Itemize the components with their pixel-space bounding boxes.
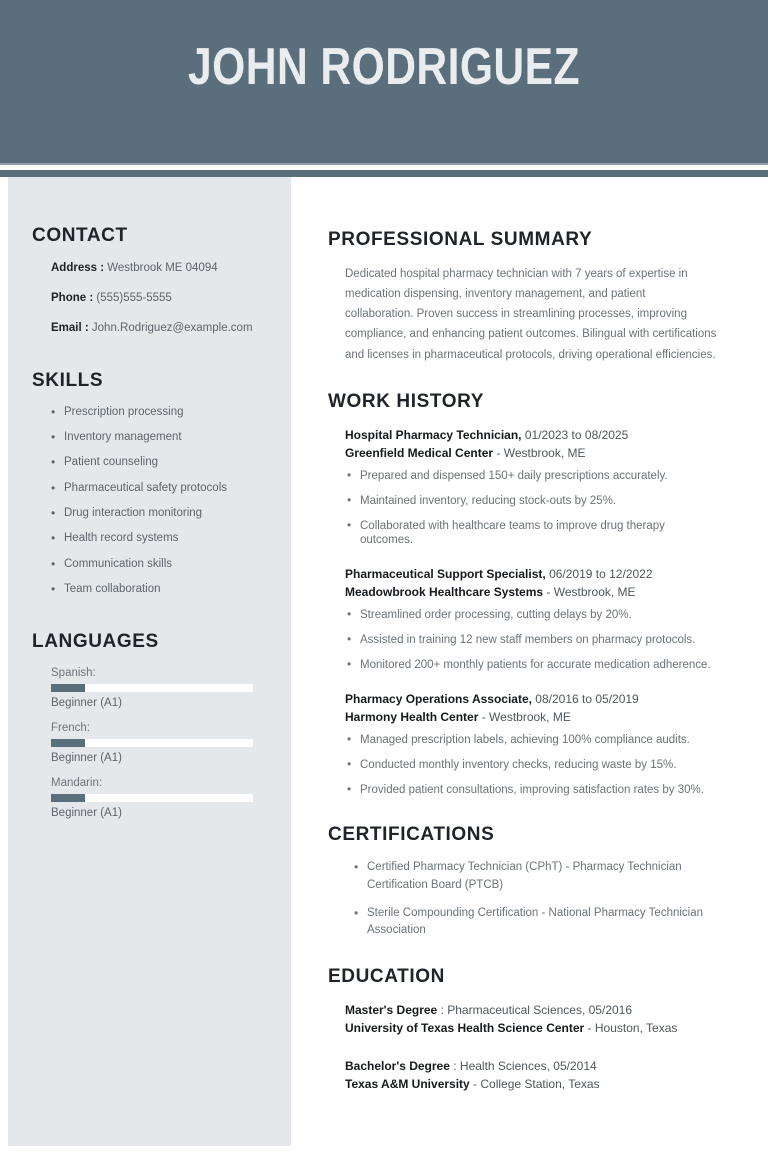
job-location: - Westbrook, ME: [543, 585, 636, 600]
language-item: [51, 777, 277, 819]
job-title-line: [345, 565, 720, 583]
job-title-line: [345, 426, 720, 444]
job-bullet-list: [345, 608, 720, 673]
job-company-line: [345, 708, 720, 726]
contact-item-value: Westbrook ME 04094: [104, 262, 218, 274]
job-bullet-item: • Collaborated with healthcare teams to improve drug therapy outcomes.: [345, 519, 720, 549]
job-title: Pharmacy Operations Associate,: [345, 692, 532, 707]
sidebar: [8, 177, 291, 1146]
job-bullet-item: • Maintained inventory, reducing stock-outs by 25%.: [345, 494, 720, 509]
language-level: Beginner (A1): [51, 751, 122, 764]
contact-heading: CONTACT: [32, 225, 128, 246]
job-entry: [345, 690, 720, 798]
contact-list: [32, 261, 277, 336]
job-title: Hospital Pharmacy Technician,: [345, 427, 522, 442]
work-history-heading: WORK HISTORY: [328, 390, 485, 412]
language-name: French:: [51, 721, 90, 734]
job-entry: [345, 426, 720, 549]
main-content: [291, 190, 768, 1152]
job-bullet-list: [345, 469, 720, 549]
job-bullet-item: • Streamlined order processing, cutting delays by 20%.: [345, 608, 720, 623]
skill-item: • Inventory management: [51, 431, 277, 445]
summary-heading: PROFESSIONAL SUMMARY: [328, 229, 593, 250]
job-location: - Westbrook, ME: [478, 710, 571, 725]
header-divider-band: [0, 170, 768, 177]
work-history-section: [328, 391, 720, 798]
contact-item-label: Phone :: [51, 291, 94, 304]
skills-list: [51, 406, 277, 597]
skill-item: • Team collaboration: [51, 583, 277, 597]
skill-item: • Prescription processing: [51, 406, 277, 420]
certifications-section: [328, 824, 720, 940]
job-bullet-item: • Managed prescription labels, achieving 100% compliance audits.: [345, 733, 720, 748]
skill-item: • Communication skills: [51, 558, 277, 572]
job-dates: 08/2016 to 05/2019: [531, 692, 639, 707]
language-proficiency-bar: [51, 794, 253, 802]
certification-item: • Sterile Compounding Certification - National Pharmacy Technician Association: [352, 905, 732, 941]
job-title: Pharmaceutical Support Specialist,: [345, 567, 546, 582]
certifications-heading: CERTIFICATIONS: [328, 824, 495, 845]
language-level: Beginner (A1): [51, 696, 122, 709]
contact-item-value: John.Rodriguez@example.com: [88, 321, 253, 334]
language-proficiency-fill: [51, 739, 85, 747]
education-field: : Health Sciences, 05/2014: [449, 1059, 597, 1074]
education-heading: EDUCATION: [328, 966, 445, 988]
job-bullet-item: • Monitored 200+ monthly patients for accurate medication adherence.: [345, 658, 720, 673]
language-proficiency-bar: [51, 684, 253, 692]
education-location: - College Station, Texas: [469, 1077, 600, 1092]
job-company: Greenfield Medical Center: [345, 445, 494, 460]
contact-item-label: Address :: [51, 262, 105, 274]
languages-list: [32, 667, 277, 819]
education-degree: Master's Degree: [345, 1003, 438, 1018]
job-bullet-item: • Assisted in training 12 new staff members on pharmacy protocols.: [345, 633, 720, 648]
education-entry: [345, 1001, 720, 1037]
contact-item-value: (555)555-5555: [93, 291, 172, 304]
language-level: Beginner (A1): [51, 806, 122, 819]
education-field: : Pharmaceutical Sciences, 05/2016: [437, 1003, 633, 1018]
header-banner: [0, 0, 768, 163]
summary-section: [328, 229, 720, 365]
contact-item-label: Email :: [51, 321, 89, 334]
job-title-line: [345, 690, 720, 708]
job-company: Meadowbrook Healthcare Systems: [345, 585, 544, 600]
job-company-line: [345, 444, 720, 462]
contact-item: [51, 291, 277, 306]
education-section: [328, 966, 720, 1093]
skill-item: • Patient counseling: [51, 456, 277, 470]
job-bullet-item: • Prepared and dispensed 150+ daily prescriptions accurately.: [345, 469, 720, 484]
language-proficiency-fill: [51, 794, 85, 802]
contact-item: [51, 321, 277, 336]
education-school: Texas A&M University: [345, 1077, 470, 1092]
education-list: [328, 1001, 720, 1093]
education-school-line: [345, 1019, 720, 1037]
language-item: [51, 667, 277, 709]
job-dates: 06/2019 to 12/2022: [545, 567, 653, 582]
job-bullet-item: • Conducted monthly inventory checks, reducing waste by 15%.: [345, 758, 720, 773]
education-school: University of Texas Health Science Center: [345, 1021, 585, 1036]
certifications-list: [352, 859, 720, 940]
job-company-line: [345, 583, 720, 601]
contact-item: [51, 261, 277, 276]
language-proficiency-bar: [51, 739, 253, 747]
skills-heading: SKILLS: [32, 369, 104, 391]
education-degree-line: [345, 1057, 720, 1075]
languages-heading: LANGUAGES: [32, 630, 159, 652]
job-location: - Westbrook, ME: [493, 445, 586, 460]
page-title: JOHN RODRIGUEZ: [188, 38, 580, 96]
job-company: Harmony Health Center: [345, 710, 479, 725]
language-proficiency-fill: [51, 684, 85, 692]
language-item: [51, 722, 277, 764]
skill-item: • Pharmaceutical safety protocols: [51, 482, 277, 496]
job-dates: 01/2023 to 08/2025: [521, 427, 629, 442]
education-school-line: [345, 1075, 720, 1093]
job-bullet-list: [345, 733, 720, 798]
education-entry: [345, 1057, 720, 1093]
skill-item: • Drug interaction monitoring: [51, 507, 277, 521]
job-bullet-item: • Provided patient consultations, improving satisfaction rates by 30%.: [345, 783, 720, 798]
language-name: Mandarin:: [51, 776, 103, 789]
education-location: - Houston, Texas: [584, 1021, 678, 1036]
job-list: [328, 426, 720, 798]
education-degree: Bachelor's Degree: [345, 1059, 450, 1074]
summary-text: Dedicated hospital pharmacy technician with 7 years of expertise in medication dispensing, inventory management, and patient collaboration. Proven success in streamlining processes, improving compliance, and enhancing patient outcomes. Bilingual with certifications and licenses in pharmaceutical protocols, driving operational efficiencies.: [345, 268, 717, 361]
skill-item: • Health record systems: [51, 532, 277, 546]
certification-item: • Certified Pharmacy Technician (CPhT) - Pharmacy Technician Certification Board (PTCB): [352, 859, 732, 895]
education-degree-line: [345, 1001, 720, 1019]
job-entry: [345, 565, 720, 673]
language-name: Spanish:: [51, 666, 96, 679]
